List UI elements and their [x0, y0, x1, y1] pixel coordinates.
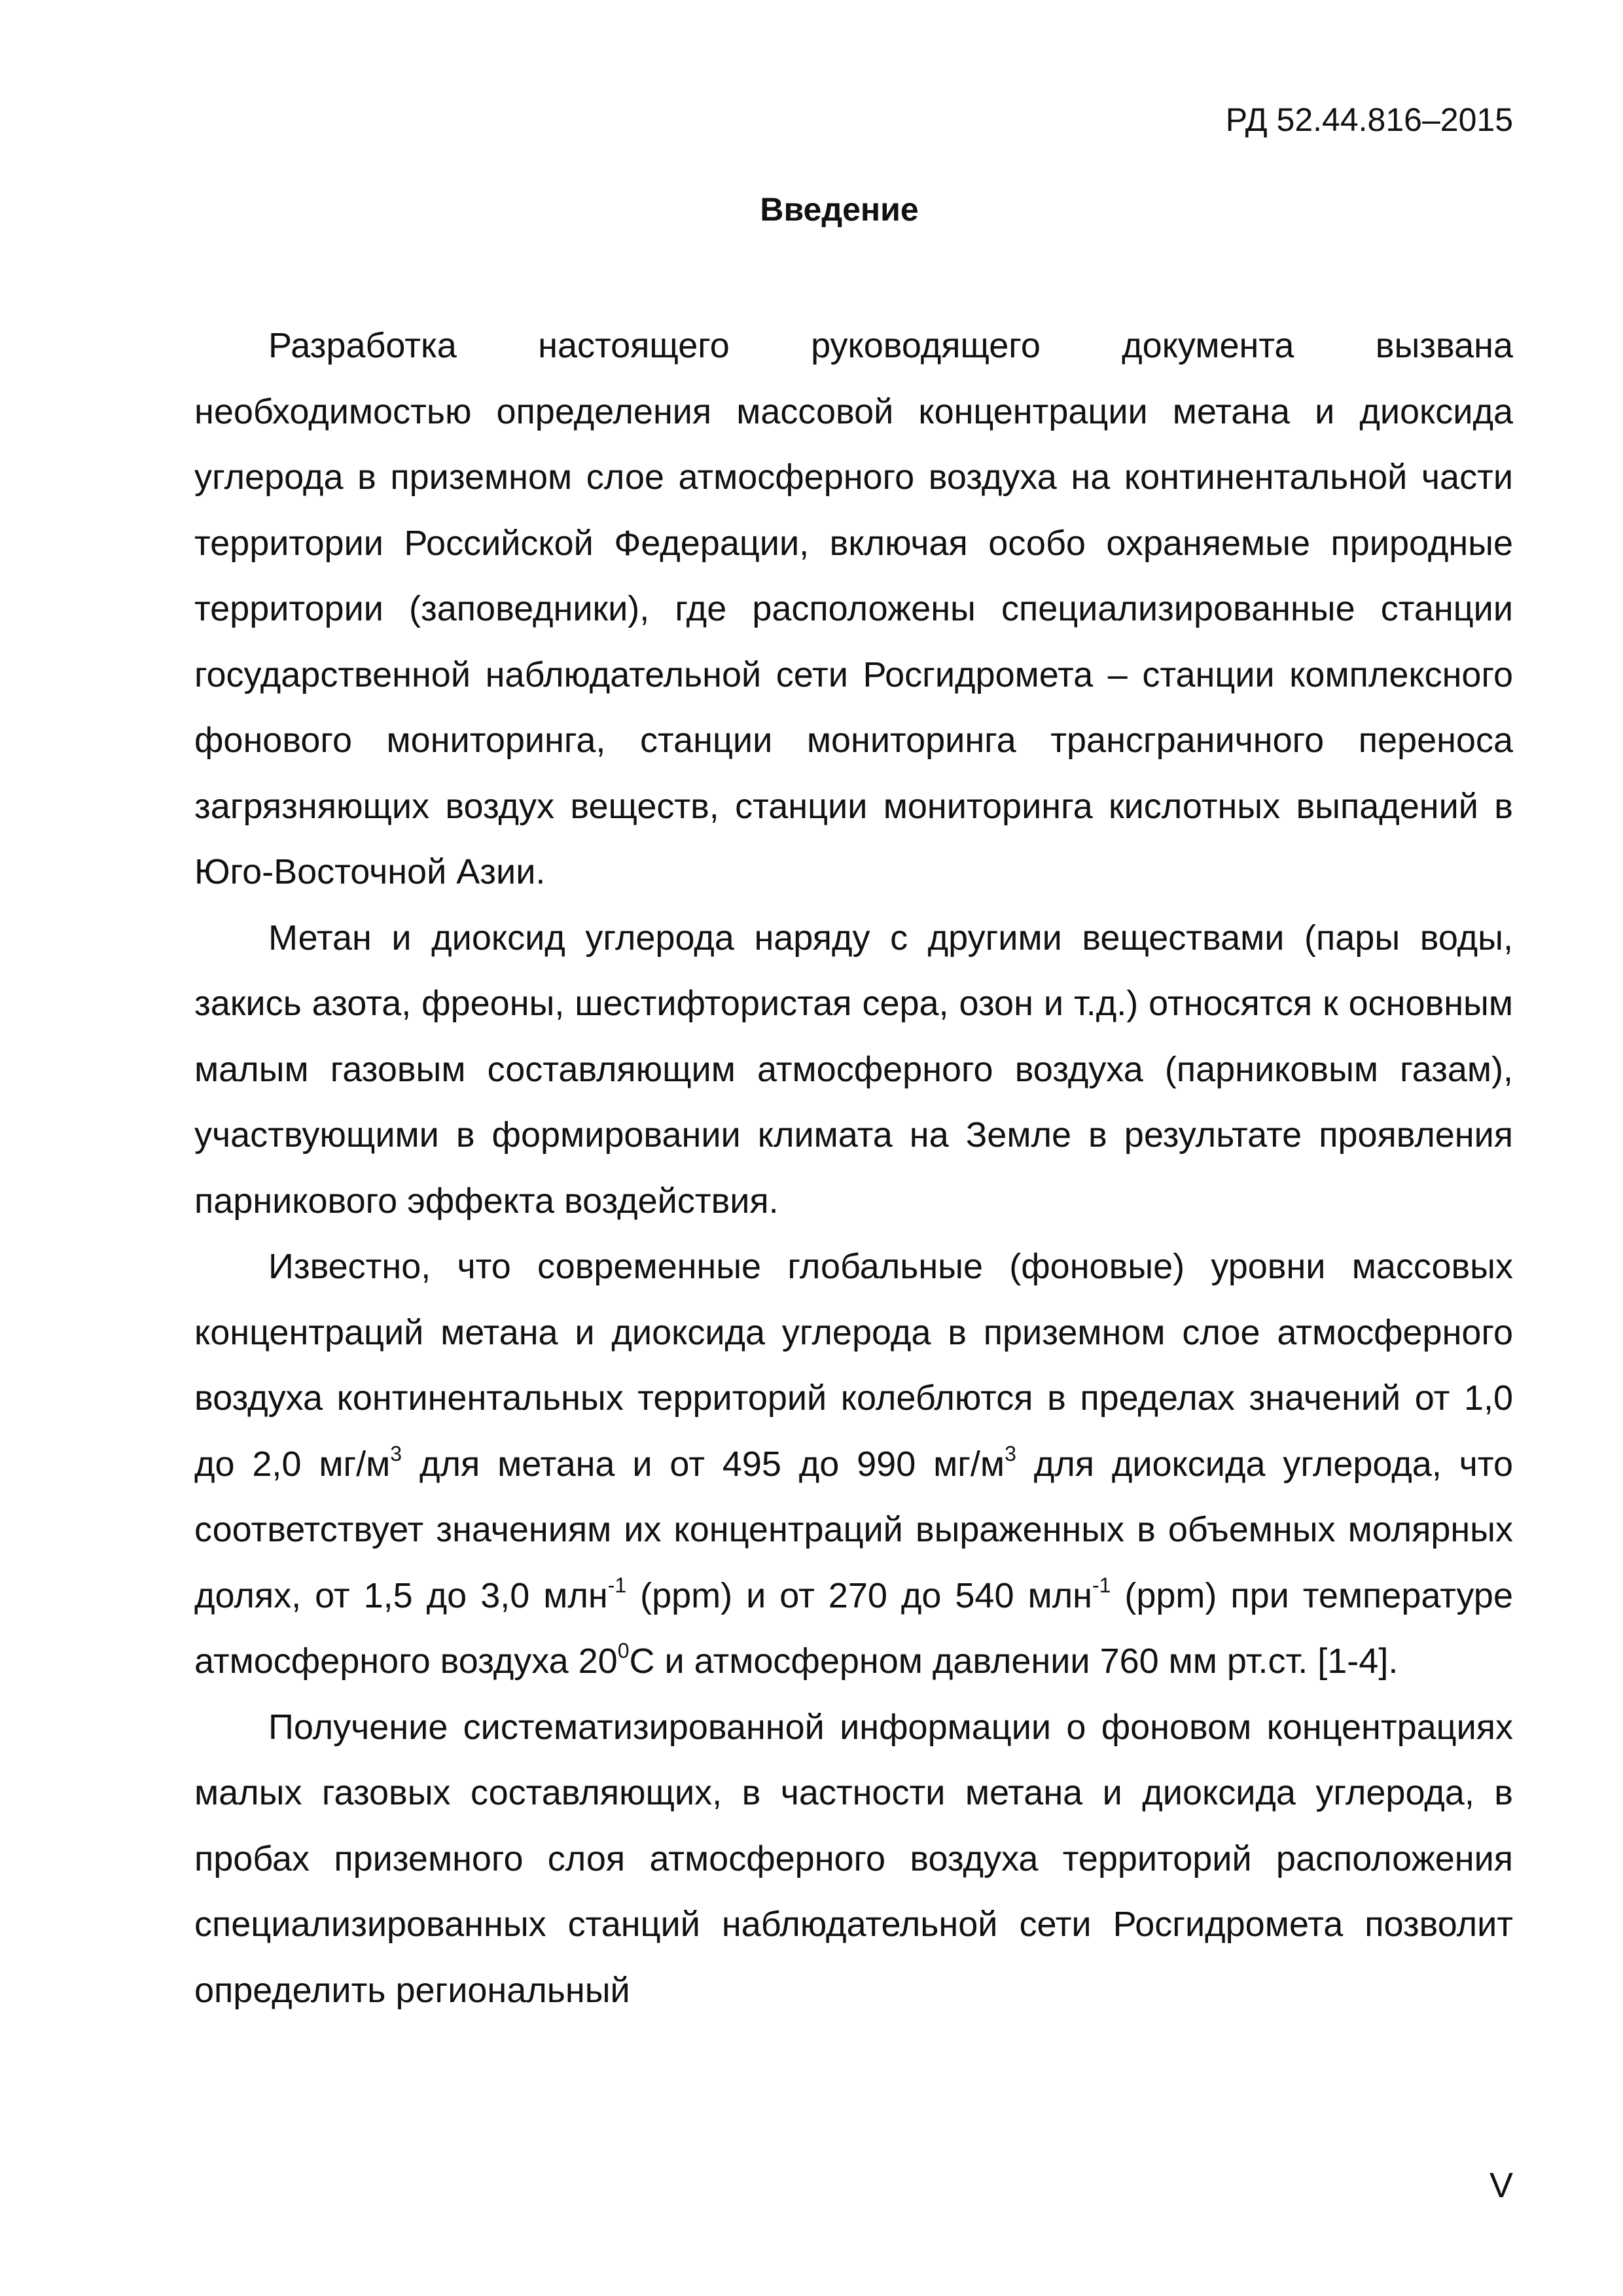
text-run: (ppm) и от 270 до 540 млн: [626, 1575, 1092, 1615]
superscript: 3: [1005, 1441, 1016, 1465]
superscript: 0: [617, 1639, 630, 1662]
document-code-header: РД 52.44.816–2015: [1225, 101, 1513, 138]
text-run: для диоксида углерода, что соответствует значениям их концентраций выраженных в объемных молярных долях, от 1,5 до 3,0 млн: [194, 1444, 1513, 1615]
text-run: С и атмосферном давлении 760 мм рт.ст. [1-4].: [629, 1641, 1399, 1681]
paragraph-systematized-info: Получение систематизированной информации о фоновом концентрациях малых газовых составляющих, в частности метана и диоксида углерода, в пробах приземного слоя атмосферного воздуха территорий расположения специализированных станций наблюдательной сети Росгидромета позволит определить региональный: [194, 1707, 1513, 2010]
paragraph-concentration-levels: [194, 1234, 1513, 1695]
paragraph-purpose: Разработка настоящего руководящего документа вызвана необходимостью определения массовой концентрации метана и диоксида углерода в приземном слое атмосферного воздуха на континентальной части территории Российской Федерации, включая особо охраняемые природные территории (заповедники), где расположены специализированные станции государственной наблюдательной сети Росгидромета – станции комплексного фонового мониторинга, станции мониторинга трансграничного переноса загрязняющих воздух веществ, станции мониторинга кислотных выпадений в Юго-Восточной Азии.: [194, 326, 1513, 891]
text-run: Известно, что современные глобальные (фоновые) уровни массовых концентраций метана и диоксида углерода в приземном слое атмосферного воздуха континентальных территорий колеблются в пределах значений от 1,0 до 2,0 мг/м: [194, 1247, 1513, 1484]
text-run: (ppm) при температуре атмосферного воздуха 20: [194, 1575, 1513, 1681]
page-number: V: [1489, 2166, 1513, 2205]
document-body: [194, 313, 1513, 2023]
paragraph-greenhouse-gases: Метан и диоксид углерода наряду с другими веществами (пары воды, закись азота, фреоны, шестифтористая сера, озон и т.д.) относятся к основным малым газовым составляющим атмосферного воздуха (парниковым газам), участвующими в формировании климата на Земле в результате проявления парникового эффекта воздействия.: [194, 918, 1513, 1221]
superscript: 3: [390, 1441, 402, 1465]
section-title: Введение: [760, 191, 919, 228]
superscript: -1: [607, 1573, 627, 1597]
superscript: -1: [1092, 1573, 1111, 1597]
text-run: для метана и от 495 до 990 мг/м: [402, 1444, 1005, 1484]
